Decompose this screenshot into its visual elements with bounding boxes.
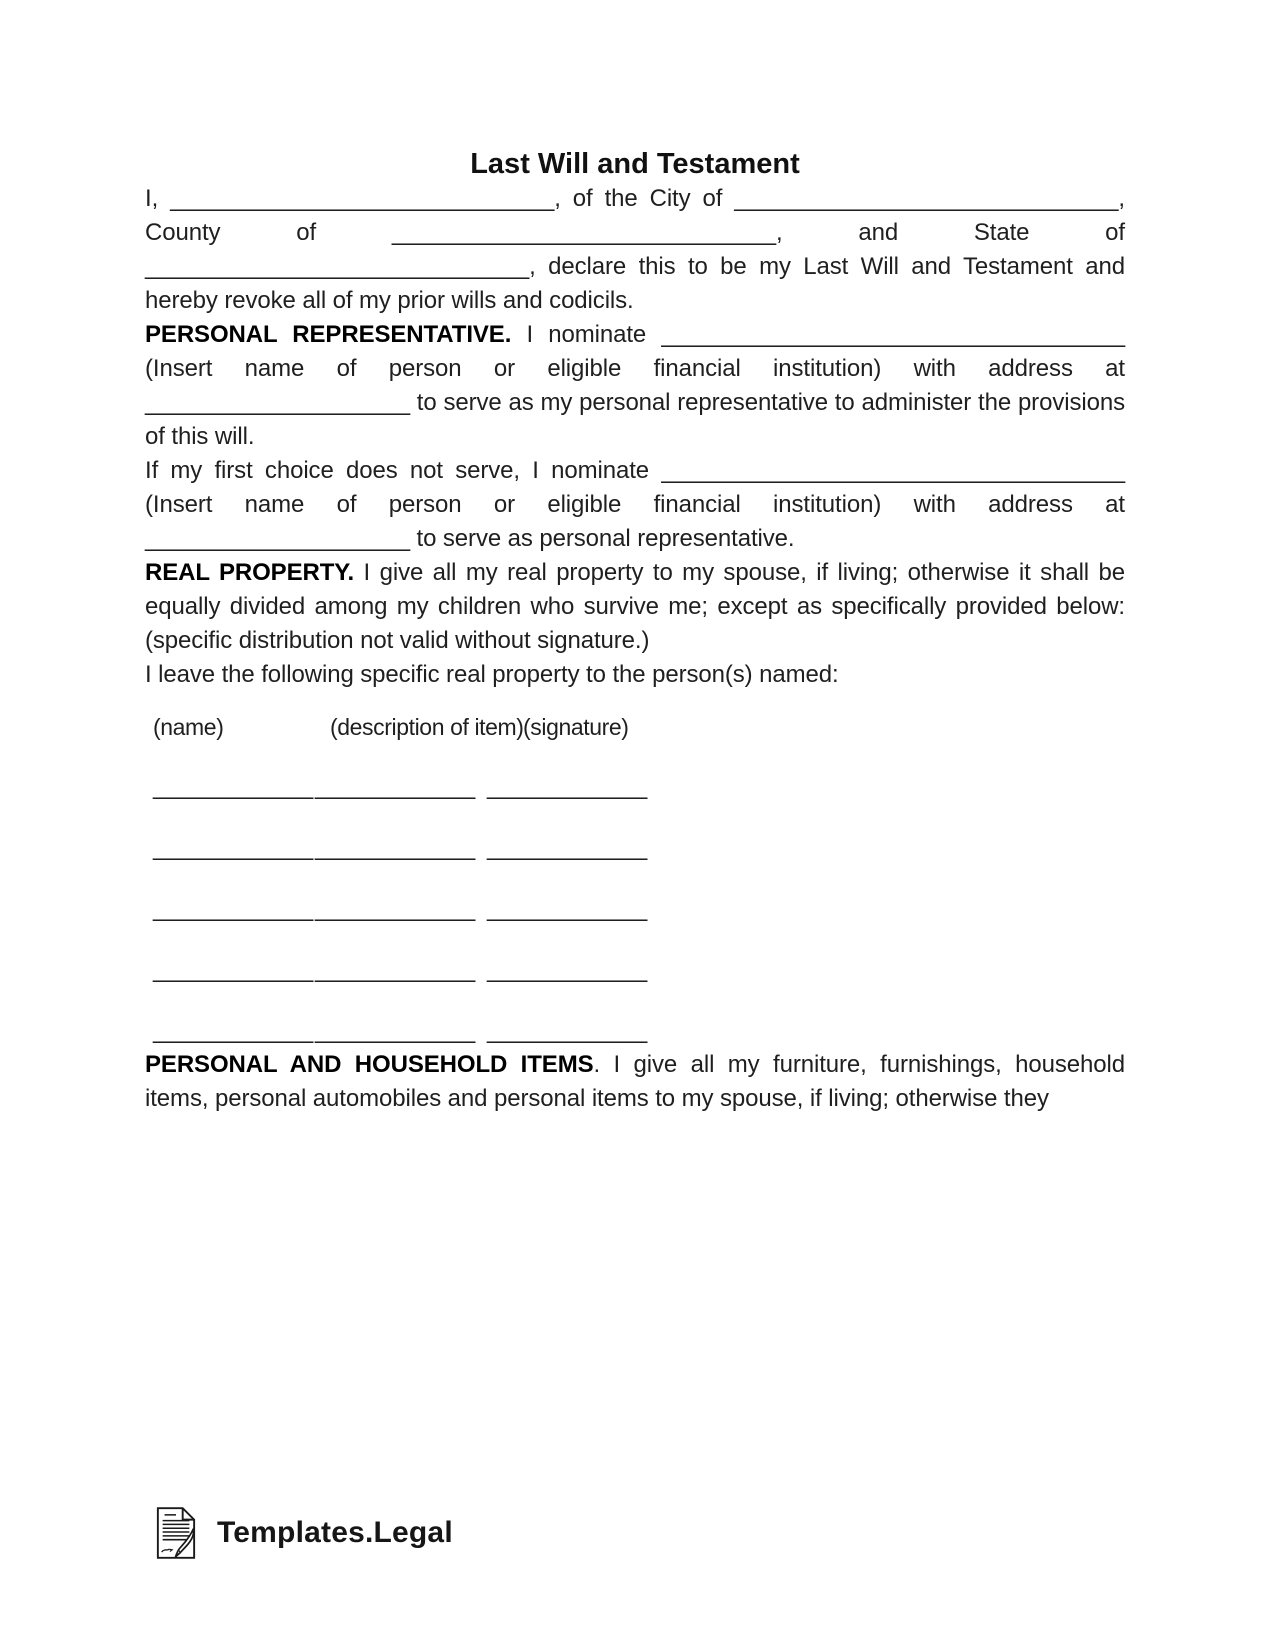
brand-name: Templates.Legal	[217, 1516, 453, 1549]
blank-line-description: ____________	[315, 773, 476, 800]
real-property-heading: REAL PROPERTY.	[145, 559, 355, 586]
personal-representative-heading: PERSONAL REPRESENTATIVE.	[145, 321, 512, 348]
personal-household-items-text: . I give all my furniture, furnishings, household items, personal automobiles and personal items to my spouse, if living; otherwise they	[145, 1051, 1125, 1112]
document-title: Last Will and Testament	[470, 148, 800, 180]
blank-line-name: ____________	[153, 773, 314, 800]
blank-line-name: ____________	[153, 895, 314, 922]
blank-line-name: ____________	[153, 956, 314, 983]
blank-line-name: ____________	[153, 1017, 314, 1044]
blank-line-description: ____________	[315, 956, 476, 983]
document-with-pen-icon	[155, 1506, 197, 1560]
table-row	[145, 770, 1125, 804]
personal-household-items-paragraph	[145, 1048, 1125, 1116]
personal-household-items-heading: PERSONAL AND HOUSEHOLD ITEMS	[145, 1051, 594, 1078]
property-table	[145, 770, 1125, 1048]
table-row	[145, 831, 1125, 865]
column-header-name: (name)	[153, 714, 224, 740]
table-row	[145, 1014, 1125, 1048]
column-header-description: (description of item)	[330, 714, 524, 740]
column-header-signature: (signature)	[523, 714, 629, 740]
personal-representative-second-choice-text: If my first choice does not serve, I nominate ___________________________________ (Insert name of person or eligible financial institution) with address at ____________________ to serve as personal representative.	[145, 457, 1125, 552]
real-property-paragraph	[145, 556, 1125, 658]
footer-brand	[155, 1506, 453, 1560]
blank-line-signature: ____________	[487, 895, 648, 922]
blank-line-signature: ____________	[487, 834, 648, 861]
personal-representative-paragraph	[145, 318, 1125, 454]
real-property-text: I give all my real property to my spouse, if living; otherwise it shall be equally divided among my children who survive me; except as specifically provided below: (specific distribution not valid without signature.)	[145, 559, 1125, 654]
blank-line-signature: ____________	[487, 773, 648, 800]
blank-line-signature: ____________	[487, 1017, 648, 1044]
personal-representative-alternate-paragraph	[145, 454, 1125, 556]
blank-line-name: ____________	[153, 834, 314, 861]
page-content	[145, 0, 1125, 1116]
blank-line-description: ____________	[315, 895, 476, 922]
blank-line-description: ____________	[315, 1017, 476, 1044]
table-row	[145, 892, 1125, 926]
blank-line-description: ____________	[315, 834, 476, 861]
real-property-lead-in	[145, 658, 1125, 692]
property-table-header-row	[145, 710, 1125, 744]
real-property-lead-in-text: I leave the following specific real property to the person(s) named:	[145, 661, 839, 688]
intro-paragraph	[145, 182, 1125, 318]
personal-representative-first-choice-text: I nominate ___________________________________ (Insert name of person or eligible financial institution) with address at ____________________ to serve as my personal representative to administer the provisions of this will.	[145, 321, 1125, 450]
intro-text: I, _____________________________, of the City of _____________________________, County of _____________________________, and State of _____________________________, declare this to be my Last Will and Testament and hereby revoke all of my prior wills and codicils.	[145, 185, 1125, 314]
blank-line-signature: ____________	[487, 956, 648, 983]
table-row	[145, 953, 1125, 987]
